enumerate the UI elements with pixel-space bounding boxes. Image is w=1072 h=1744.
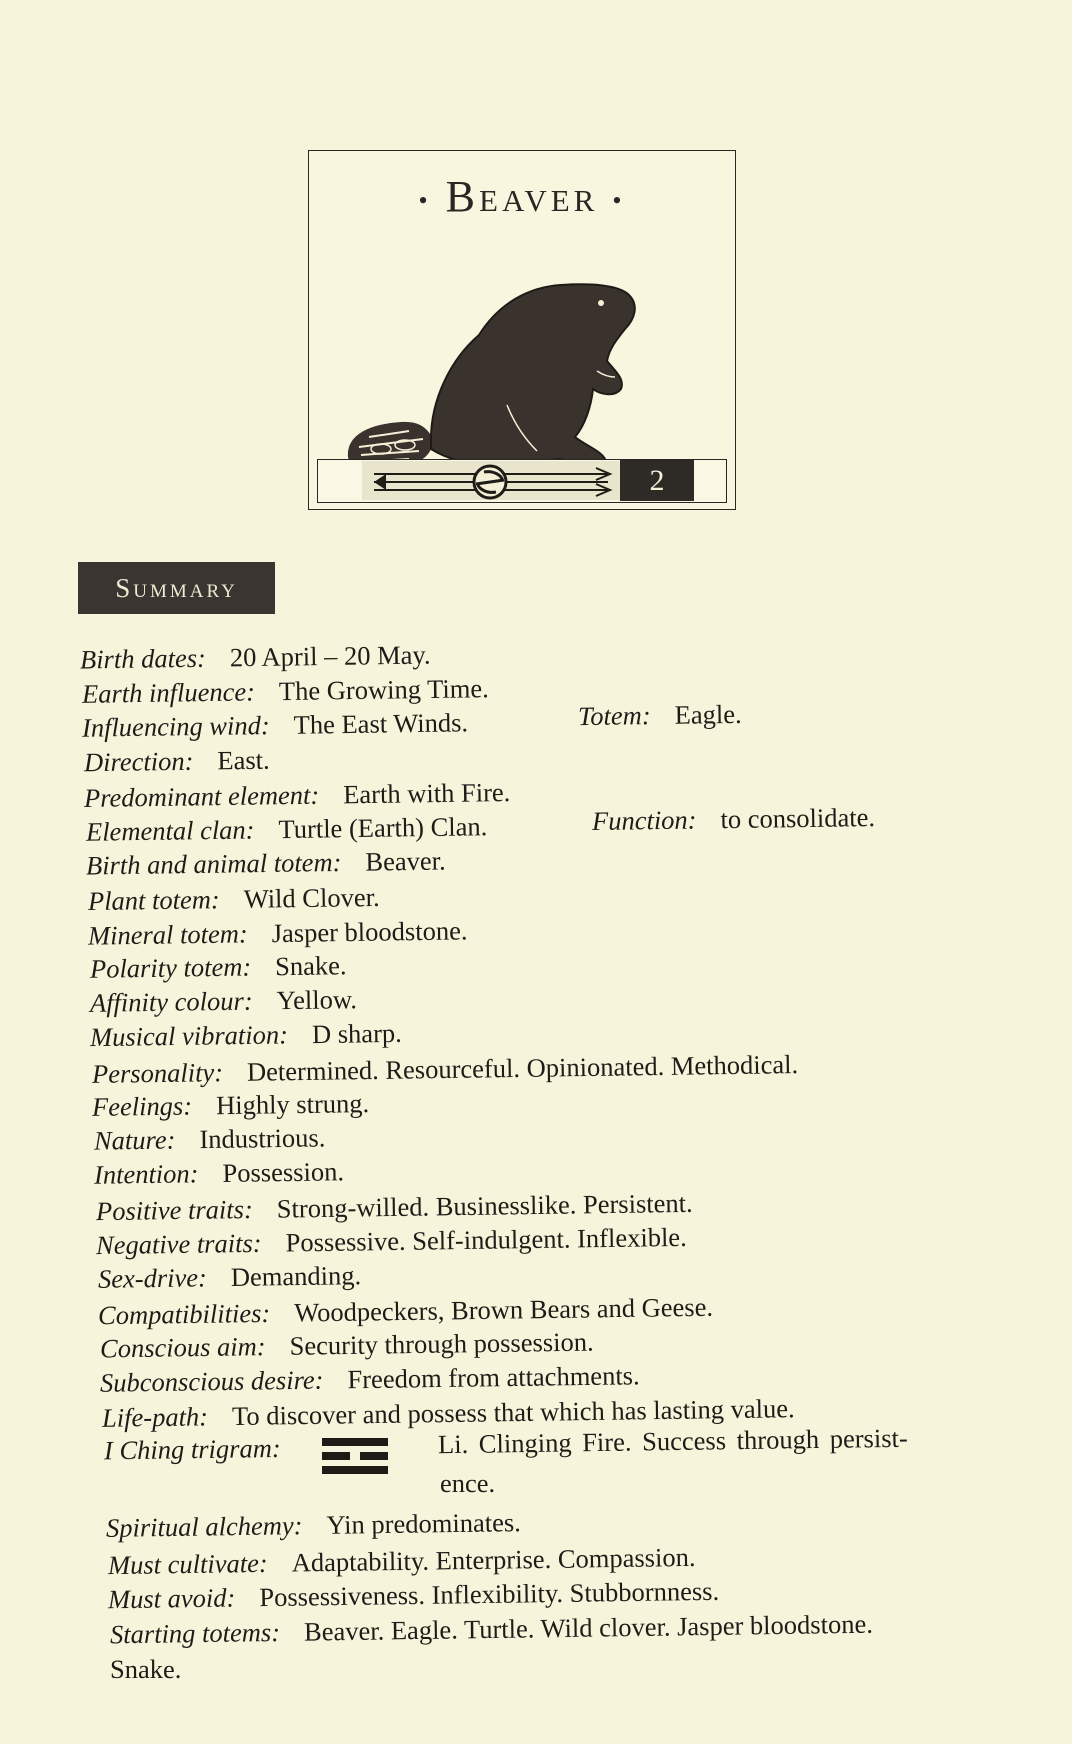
row-value: Security through possession. xyxy=(289,1326,594,1361)
row-value: Demanding. xyxy=(230,1260,362,1292)
summary-row xyxy=(92,1049,799,1090)
row-value: To discover and possess that which has lasting value. xyxy=(231,1393,795,1432)
title-bullet-left: • xyxy=(418,185,432,215)
totem-box xyxy=(308,150,736,510)
row-value: Highly strung. xyxy=(215,1088,370,1121)
summary-row xyxy=(96,1222,687,1261)
summary-row xyxy=(88,882,380,917)
row-value: 20 April – 20 May. xyxy=(229,639,431,673)
row-label: Earth influence: xyxy=(81,676,256,709)
summary-row xyxy=(90,984,357,1019)
row-label: Elemental clan: xyxy=(85,814,255,847)
row-label: Totem: xyxy=(577,700,651,732)
row-label: Polarity totem: xyxy=(89,951,252,984)
summary-row xyxy=(86,811,488,848)
title-bullet-right: • xyxy=(612,185,626,215)
li-trigram-icon xyxy=(322,1434,388,1474)
summary-row xyxy=(106,1507,521,1544)
row-value: The East Winds. xyxy=(293,707,469,740)
row-value: Strong-willed. Businesslike. Persistent. xyxy=(276,1187,693,1224)
row-value: to consolidate. xyxy=(720,802,876,835)
summary-row xyxy=(80,640,431,676)
row-value: Li. Clinging Fire. Success through persist- xyxy=(437,1422,908,1460)
row-label: Predominant element: xyxy=(83,779,320,813)
arrow-strip xyxy=(317,459,727,503)
row-label: Compatibilities: xyxy=(97,1297,271,1331)
row-label: Direction: xyxy=(83,745,194,778)
summary-row xyxy=(98,1260,362,1295)
row-label: Positive traits: xyxy=(95,1193,253,1227)
summary-row-continuation xyxy=(440,1468,495,1499)
row-value: Yellow. xyxy=(276,984,358,1016)
row-label: Musical vibration: xyxy=(89,1019,289,1053)
row-label: Birth and animal totem: xyxy=(85,846,342,881)
row-label: Function: xyxy=(591,804,697,836)
summary-row xyxy=(96,1188,693,1227)
row-label: Mineral totem: xyxy=(87,918,248,951)
row-label: Conscious aim: xyxy=(99,1331,266,1364)
summary-row xyxy=(84,777,511,814)
summary-row-continuation xyxy=(110,1654,181,1685)
row-value: Beaver. xyxy=(365,845,446,877)
row-label: Spiritual alchemy: xyxy=(105,1510,303,1543)
row-value-cont: ence. xyxy=(440,1468,496,1498)
row-value: Jasper bloodstone. xyxy=(271,915,468,949)
row-value: Woodpeckers, Brown Bears and Geese. xyxy=(294,1291,714,1328)
row-label: Life-path: xyxy=(101,1401,209,1433)
summary-row xyxy=(94,1156,344,1190)
summary-row xyxy=(86,845,446,881)
summary-row xyxy=(82,707,468,743)
row-value: Beaver. Eagle. Turtle. Wild clover. Jasper bloodstone. xyxy=(303,1608,874,1647)
row-label: Sex-drive: xyxy=(97,1262,208,1294)
row-label: Personality: xyxy=(91,1057,224,1089)
totem-number: 2 xyxy=(620,460,694,501)
summary-row xyxy=(100,1327,594,1365)
summary-row xyxy=(578,699,742,732)
totem-title xyxy=(309,171,735,222)
summary-heading: Summary xyxy=(78,562,275,614)
row-value: Turtle (Earth) Clan. xyxy=(278,811,488,845)
row-label: Starting totems: xyxy=(109,1616,281,1650)
summary-row xyxy=(90,950,347,985)
row-label: Influencing wind: xyxy=(81,710,270,743)
row-value: Possessiveness. Inflexibility. Stubbornness. xyxy=(259,1575,720,1613)
summary-row xyxy=(98,1292,713,1332)
row-label: I Ching trigram: xyxy=(103,1432,281,1466)
row-value: Snake. xyxy=(274,950,347,982)
row-label: Subconscious desire: xyxy=(99,1364,324,1398)
row-value: Freedom from attachments. xyxy=(347,1360,640,1395)
row-value: Eagle. xyxy=(674,698,742,730)
summary-row-value xyxy=(438,1423,908,1461)
row-label: Plant totem: xyxy=(87,884,220,917)
arrow-icon xyxy=(318,460,620,501)
row-label: Nature: xyxy=(93,1124,176,1156)
beaver-icon xyxy=(339,239,699,579)
summary-row xyxy=(94,1122,326,1156)
row-value: Wild Clover. xyxy=(243,881,380,914)
summary-row xyxy=(108,1576,720,1616)
summary-row xyxy=(592,802,875,837)
row-label: Must avoid: xyxy=(107,1582,236,1615)
row-label: Negative traits: xyxy=(95,1227,262,1261)
row-label: Affinity colour: xyxy=(89,985,253,1018)
summary-row xyxy=(104,1433,305,1467)
summary-row xyxy=(88,915,468,951)
totem-name: Beaver xyxy=(445,172,599,221)
summary-row xyxy=(110,1609,873,1651)
summary-row xyxy=(108,1542,696,1581)
row-value: Earth with Fire. xyxy=(343,777,511,810)
row-value: Possession. xyxy=(222,1156,345,1188)
row-value: Determined. Resourceful. Opinionated. Methodical. xyxy=(246,1049,799,1087)
row-label: Birth dates: xyxy=(79,642,207,675)
row-value: Yin predominates. xyxy=(326,1507,521,1540)
row-label: Feelings: xyxy=(91,1090,193,1122)
row-value: Possessive. Self-indulgent. Inflexible. xyxy=(285,1221,687,1258)
summary-row xyxy=(92,1088,370,1123)
row-value: D sharp. xyxy=(311,1017,402,1050)
summary-row xyxy=(100,1360,640,1399)
summary-row xyxy=(82,673,489,710)
row-label: Intention: xyxy=(93,1158,199,1190)
row-value: The Growing Time. xyxy=(278,673,489,707)
row-value: East. xyxy=(217,744,270,776)
summary-row xyxy=(84,745,270,779)
row-value: Industrious. xyxy=(199,1122,326,1155)
row-value: Adaptability. Enterprise. Compassion. xyxy=(291,1541,696,1578)
summary-row xyxy=(90,1018,402,1053)
row-value-cont: Snake. xyxy=(110,1654,182,1684)
row-label: Must cultivate: xyxy=(107,1547,268,1581)
